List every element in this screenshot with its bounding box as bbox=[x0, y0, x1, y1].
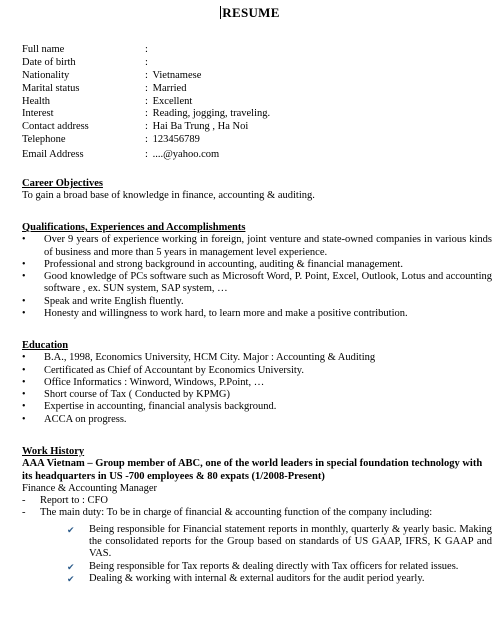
section-heading: Education bbox=[22, 340, 69, 351]
info-row: Marital status : Married bbox=[22, 82, 187, 94]
list-item: ✔ Being responsible for Tax reports & dealing directly with Tax officers for related issues. bbox=[67, 561, 492, 573]
list-item: • Professional and strong background in accounting, auditing & financial management. bbox=[22, 259, 492, 271]
list-item: • Office Informatics : Winword, Windows, P.Point, … bbox=[22, 377, 492, 389]
info-row: Email Address : ....@yahoo.com bbox=[22, 149, 220, 161]
duties-list bbox=[22, 524, 492, 585]
personal-info bbox=[22, 44, 482, 162]
main-duty: - The main duty: To be in charge of financial & accounting function of the company including: bbox=[22, 507, 492, 519]
company-description: AAA Vietnam – Group member of ABC, one of the world leaders in special foundation technology with its headquarters in US -700 employees & 80 expats (1/2008-Present) bbox=[22, 458, 483, 482]
list-item: • Certificated as Chief of Accountant by Economics University. bbox=[22, 365, 492, 377]
list-item: • ACCA on progress. bbox=[22, 414, 492, 426]
qualifications-list bbox=[22, 234, 492, 320]
education-list bbox=[22, 352, 492, 426]
section-heading: Career Objectives bbox=[22, 178, 103, 189]
info-row: Telephone : 123456789 bbox=[22, 134, 200, 146]
info-row: Health : Excellent bbox=[22, 95, 193, 107]
info-row: Nationality : Vietnamese bbox=[22, 69, 202, 81]
list-item: ✔ Being responsible for Financial statement reports in monthly, quarterly & yearly basic. Making the consolidated reports for the Group based on standards of US GAAP, IFRS, K GAAP and VAS. bbox=[67, 524, 492, 561]
career-text: To gain a broad base of knowledge in finance, accounting & auditing. bbox=[22, 190, 315, 202]
list-item: • Expertise in accounting, financial analysis background. bbox=[22, 401, 492, 413]
work-section bbox=[22, 446, 492, 585]
info-row: Contact address : Hai Ba Trung , Ha Noi bbox=[22, 121, 249, 133]
education-section bbox=[22, 340, 492, 426]
info-row: Full name : bbox=[22, 44, 148, 55]
list-item: • Short course of Tax ( Conducted by KPMG) bbox=[22, 389, 492, 401]
job-position: Finance & Accounting Manager bbox=[22, 482, 158, 494]
report-to: - Report to : CFO bbox=[22, 495, 492, 507]
list-item: • Good knowledge of PCs software such as Microsoft Word, P. Point, Excel, Outlook, Lotus and accounting software , ex. SUN system, SAP system, … bbox=[22, 271, 492, 296]
qualifications-section bbox=[22, 222, 492, 320]
info-row: Interest : Reading, jogging, traveling. bbox=[22, 108, 271, 120]
list-item: ✔ Dealing & working with internal & external auditors for the audit period yearly. bbox=[67, 573, 492, 585]
list-item: • Over 9 years of experience working in foreign, joint venture and state-owned companies in various kinds of business and more than 5 years in management level experience. bbox=[22, 234, 492, 259]
list-item: • B.A., 1998, Economics University, HCM City. Major : Accounting & Auditing bbox=[22, 352, 492, 364]
info-row: Date of birth : bbox=[22, 56, 148, 68]
resume-title: RESUME bbox=[222, 5, 280, 20]
section-heading: Work History bbox=[22, 446, 85, 457]
list-item: • Honesty and willingness to work hard, to learn more and make a positive contribution. bbox=[22, 308, 492, 320]
career-section bbox=[22, 178, 492, 203]
list-item: • Speak and write English fluently. bbox=[22, 296, 492, 308]
section-heading: Qualifications, Experiences and Accomplishments bbox=[22, 222, 246, 233]
